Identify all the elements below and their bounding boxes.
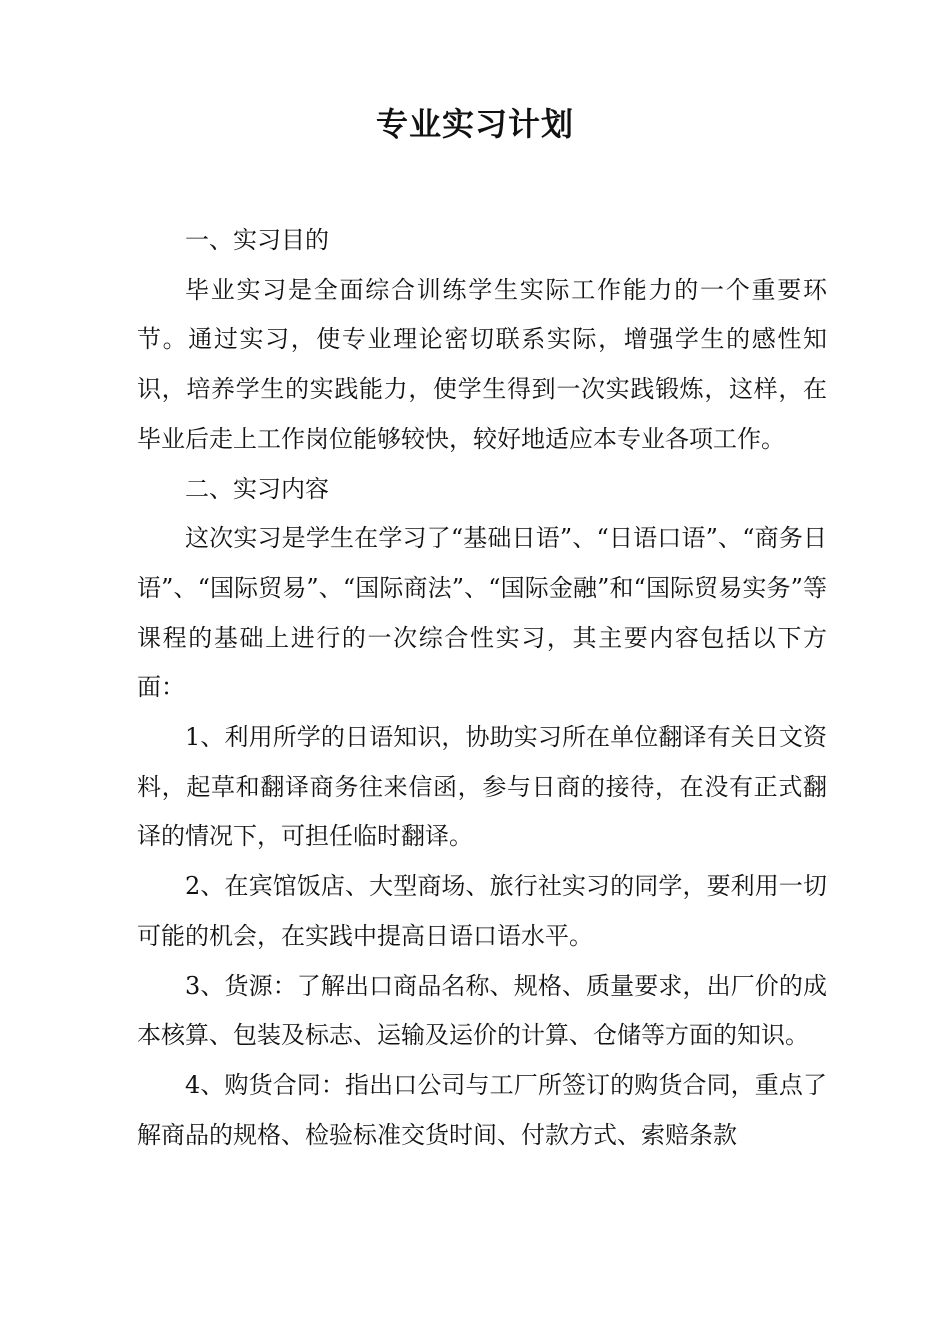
document-body xyxy=(137,216,827,1160)
document-title: 专业实习计划 xyxy=(375,105,574,143)
paragraph-content-intro: 这次实习是学生在学习了“基础日语”、“日语口语”、“商务日语”、“国际贸易”、“国际商法”、“国际金融”和“国际贸易实务”等课程的基础上进行的一次综合性实习，其主要内容包括以下方面： xyxy=(137,524,827,702)
section-heading-purpose: 一、实习目的 xyxy=(185,226,329,254)
paragraph-item-1: 1、利用所学的日语知识，协助实习所在单位翻译有关日文资料，起草和翻译商务往来信函，参与日商的接待，在没有正式翻译的情况下，可担任临时翻译。 xyxy=(137,723,827,851)
section-heading-content: 二、实习内容 xyxy=(185,474,329,503)
paragraph-purpose: 毕业实习是全面综合训练学生实际工作能力的一个重要环节。通过实习，使专业理论密切联系实际，增强学生的感性知识，培养学生的实践能力，使学生得到一次实践锻炼，这样，在毕业后走上工作岗位能够较快，较好地适应本专业各项工作。 xyxy=(137,275,827,453)
paragraph-item-3: 3、货源：了解出口商品名称、规格、质量要求，出厂价的成本核算、包装及标志、运输及运价的计算、仓储等方面的知识。 xyxy=(137,971,827,1050)
paragraph-item-4: 4、购货合同：指出口公司与工厂所签订的购货合同，重点了解商品的规格、检验标准交货时间、付款方式、索赔条款 xyxy=(137,1070,827,1149)
paragraph-item-2: 2、在宾馆饭店、大型商场、旅行社实习的同学，要利用一切可能的机会，在实践中提高日语口语水平。 xyxy=(137,872,827,950)
